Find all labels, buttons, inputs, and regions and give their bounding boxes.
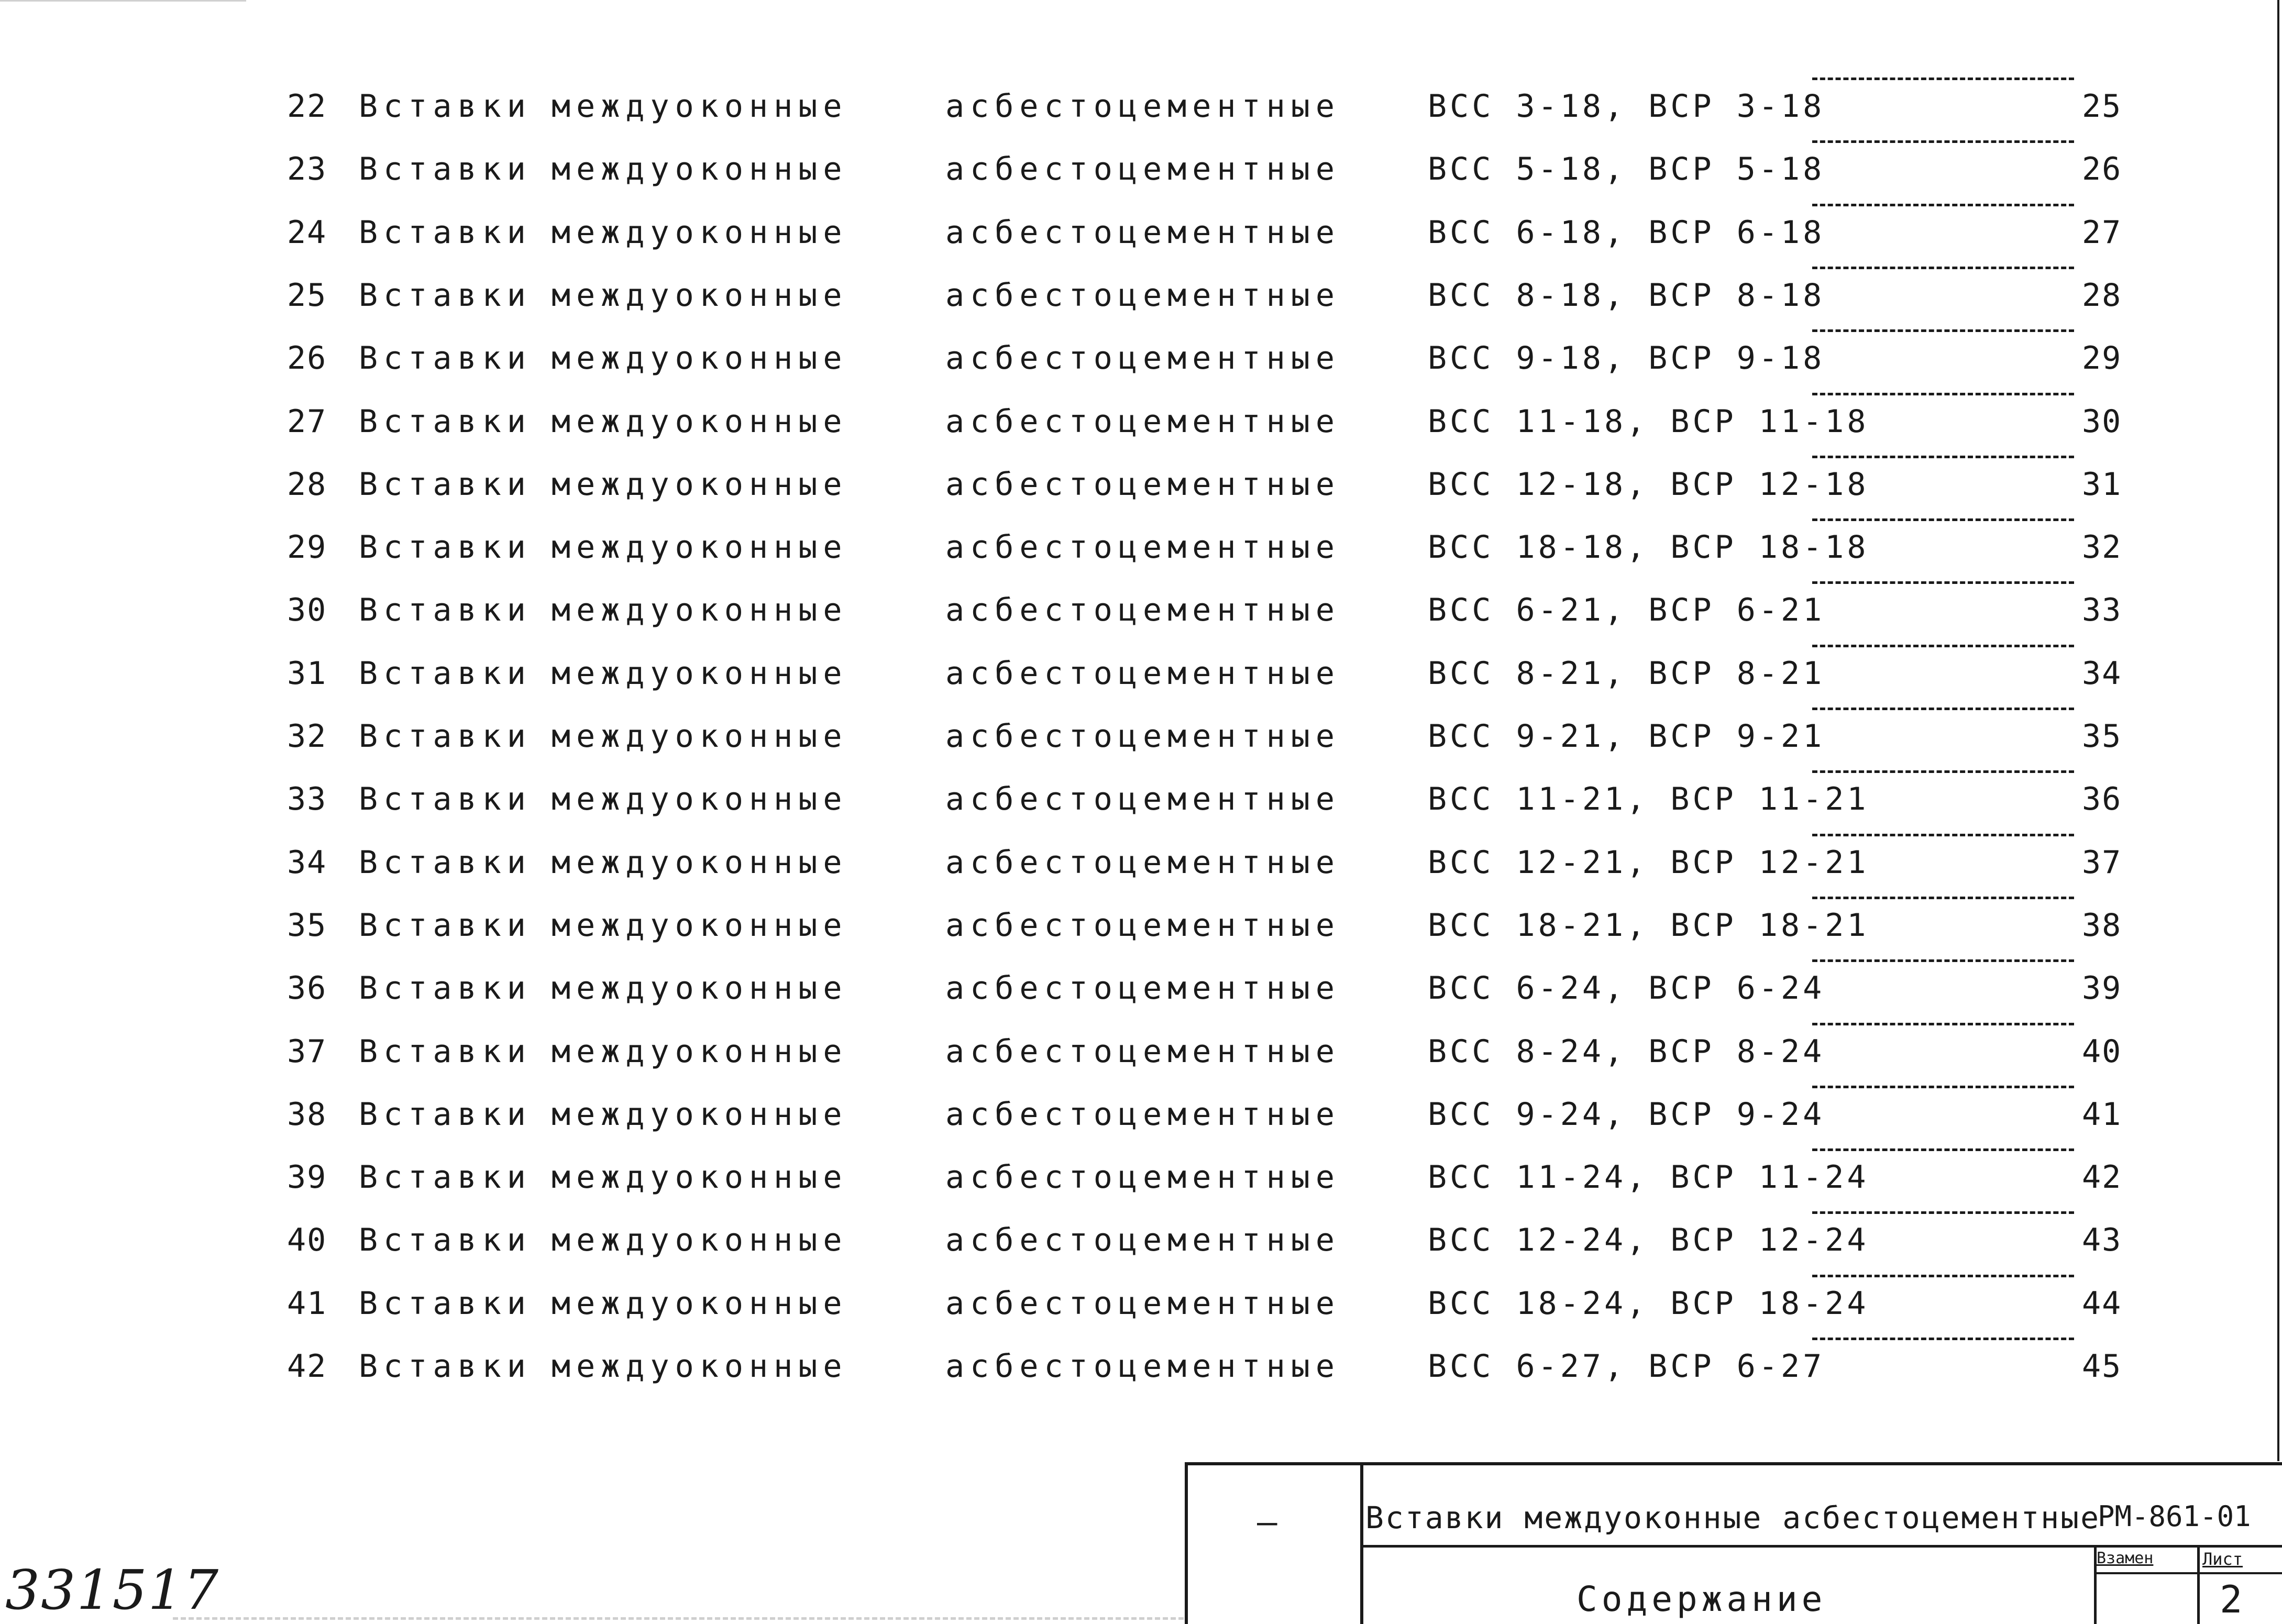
toc-row-word-vstavki: Вставки [359,970,532,1007]
toc-row-number: 22 [287,88,327,125]
toc-row [0,770,2282,828]
toc-row-word-asbestocementnye: асбестоцементные [945,466,1340,503]
toc-row-page: 44 [2082,1285,2122,1322]
toc-row-page: 39 [2082,970,2122,1007]
toc-row-code: ВСС 18-21, ВСР 18-21 [1428,907,1869,944]
toc-row-word-mezhduokonnye: междуоконные [552,151,848,187]
toc-row-page: 26 [2082,151,2122,187]
toc-row-word-asbestocementnye: асбестоцементные [945,844,1340,881]
toc-row [0,518,2282,576]
toc-row-code: ВСС 12-21, ВСР 12-21 [1428,844,1869,881]
toc-row-leader [1812,204,2074,206]
toc-row-word-vstavki: Вставки [359,1222,532,1258]
toc-row-code: ВСС 5-18, ВСР 5-18 [1428,151,1825,187]
toc-row-page: 31 [2082,466,2122,503]
toc-row-word-asbestocementnye: асбестоцементные [945,529,1340,566]
toc-row-leader [1812,645,2074,647]
toc-row-code: ВСС 6-18, ВСР 6-18 [1428,214,1825,251]
toc-row-page: 42 [2082,1159,2122,1196]
toc-row-code: ВСС 6-21, ВСР 6-21 [1428,592,1825,628]
toc-row-leader [1812,518,2074,521]
toc-row-leader [1812,1275,2074,1277]
bottom-dashed-line [173,1617,1184,1620]
toc-row-word-vstavki: Вставки [359,529,532,566]
toc-row-number: 27 [287,403,327,440]
toc-row-word-asbestocementnye: асбестоцементные [945,970,1340,1007]
toc-row [0,1086,2282,1143]
title-block-subtitle: Содержание [1577,1579,1827,1619]
toc-row-leader [1812,1086,2074,1088]
toc-row-word-vstavki: Вставки [359,1033,532,1070]
toc-row-word-vstavki: Вставки [359,844,532,881]
toc-row [0,1023,2282,1080]
sheet-number: 2 [2220,1577,2243,1621]
toc-row-word-mezhduokonnye: междуоконные [552,1285,848,1322]
toc-row-word-asbestocementnye: асбестоцементные [945,214,1340,251]
toc-row-word-asbestocementnye: асбестоцементные [945,1096,1340,1133]
toc-row-number: 26 [287,340,327,377]
toc-row-word-vstavki: Вставки [359,340,532,377]
toc-row-leader [1812,1211,2074,1214]
toc-row-code: ВСС 8-18, ВСР 8-18 [1428,277,1825,314]
toc-row-word-asbestocementnye: асбестоцементные [945,1222,1340,1258]
toc-row-page: 28 [2082,277,2122,314]
toc-row-page: 32 [2082,529,2122,566]
toc-row [0,267,2282,324]
toc-row [0,393,2282,450]
toc-row-word-vstavki: Вставки [359,655,532,692]
toc-row-word-vstavki: Вставки [359,1285,532,1322]
title-block-divider-list [2197,1545,2200,1624]
toc-row-leader [1812,1148,2074,1151]
toc-row-word-vstavki: Вставки [359,718,532,755]
toc-row [0,897,2282,954]
toc-row-word-vstavki: Вставки [359,907,532,944]
toc-row-leader [1812,329,2074,332]
toc-row-leader [1812,897,2074,899]
toc-row-word-mezhduokonnye: междуоконные [552,340,848,377]
toc-row-leader [1812,456,2074,458]
toc-row-word-mezhduokonnye: междуоконные [552,1096,848,1133]
toc-row-number: 31 [287,655,327,692]
title-block-hline-mid [1360,1545,2282,1548]
toc-row-number: 35 [287,907,327,944]
toc-row-code: ВСС 8-24, ВСР 8-24 [1428,1033,1825,1070]
toc-row [0,1211,2282,1269]
toc-row-code: ВСС 12-24, ВСР 12-24 [1428,1222,1869,1258]
toc-row-code: ВСС 11-24, ВСР 11-24 [1428,1159,1869,1196]
toc-row [0,456,2282,513]
toc-row-word-mezhduokonnye: междуоконные [552,529,848,566]
toc-row [0,1148,2282,1206]
toc-row-code: ВСС 9-24, ВСР 9-24 [1428,1096,1825,1133]
toc-row-word-mezhduokonnye: междуоконные [552,1159,848,1196]
toc-row-word-mezhduokonnye: междуоконные [552,88,848,125]
toc-row-code: ВСС 6-24, ВСР 6-24 [1428,970,1825,1007]
toc-row-leader [1812,267,2074,269]
toc-row-number: 32 [287,718,327,755]
toc-row-word-mezhduokonnye: междуоконные [552,1348,848,1385]
toc-row [0,329,2282,387]
toc-row [0,708,2282,765]
title-block-title: Вставки междуоконные асбестоцементные [1365,1500,2101,1535]
toc-row-word-vstavki: Вставки [359,214,532,251]
toc-row-page: 30 [2082,403,2122,440]
toc-row-word-mezhduokonnye: междуоконные [552,277,848,314]
toc-row-code: ВСС 9-18, ВСР 9-18 [1428,340,1825,377]
toc-row [0,581,2282,639]
toc-row-page: 25 [2082,88,2122,125]
toc-row-leader [1812,1023,2074,1025]
toc-row-word-mezhduokonnye: междуоконные [552,1033,848,1070]
toc-row-page: 36 [2082,781,2122,817]
vzamen-header: Взамен [2097,1549,2154,1567]
toc-row-word-asbestocementnye: асбестоцементные [945,151,1340,187]
toc-row-word-asbestocementnye: асбестоцементные [945,277,1340,314]
toc-row-word-mezhduokonnye: междуоконные [552,592,848,628]
toc-row-word-asbestocementnye: асбестоцементные [945,340,1340,377]
toc-row [0,834,2282,891]
toc-row-number: 39 [287,1159,327,1196]
toc-row-page: 45 [2082,1348,2122,1385]
toc-row-word-mezhduokonnye: междуоконные [552,970,848,1007]
toc-row-word-vstavki: Вставки [359,151,532,187]
toc-row-code: ВСС 11-18, ВСР 11-18 [1428,403,1869,440]
toc-row-leader [1812,140,2074,143]
toc-row-leader [1812,78,2074,80]
toc-row-leader [1812,1338,2074,1340]
toc-row-code: ВСС 18-24, ВСР 18-24 [1428,1285,1869,1322]
toc-row-leader [1812,959,2074,962]
toc-row-word-mezhduokonnye: междуоконные [552,718,848,755]
toc-row-code: ВСС 9-21, ВСР 9-21 [1428,718,1825,755]
toc-row-code: ВСС 3-18, ВСР 3-18 [1428,88,1825,125]
toc-row-word-vstavki: Вставки [359,1159,532,1196]
toc-row-leader [1812,770,2074,773]
toc-row-word-asbestocementnye: асбестоцементные [945,655,1340,692]
toc-row-page: 43 [2082,1222,2122,1258]
toc-row-number: 23 [287,151,327,187]
toc-row-number: 40 [287,1222,327,1258]
toc-row [0,78,2282,135]
toc-row-word-mezhduokonnye: междуоконные [552,466,848,503]
toc-row-number: 36 [287,970,327,1007]
toc-row-number: 33 [287,781,327,817]
toc-row-page: 27 [2082,214,2122,251]
toc-row-word-mezhduokonnye: междуоконные [552,844,848,881]
toc-row-word-asbestocementnye: асбестоцементные [945,1159,1340,1196]
toc-row-word-asbestocementnye: асбестоцементные [945,781,1340,817]
toc-row [0,1275,2282,1332]
toc-row-word-mezhduokonnye: междуоконные [552,907,848,944]
toc-row-word-asbestocementnye: асбестоцементные [945,403,1340,440]
toc-row-word-vstavki: Вставки [359,277,532,314]
toc-row-word-asbestocementnye: асбестоцементные [945,718,1340,755]
title-block-hline-header [2094,1572,2282,1574]
toc-row [0,645,2282,702]
title-block-dash: — [1257,1503,1277,1542]
handwritten-archive-number: 331517 [5,1558,220,1622]
list-header: Лист [2202,1549,2243,1569]
toc-row-word-mezhduokonnye: междуоконные [552,403,848,440]
toc-row-word-asbestocementnye: асбестоцементные [945,1033,1340,1070]
toc-row-number: 29 [287,529,327,566]
toc-row-code: ВСС 12-18, ВСР 12-18 [1428,466,1869,503]
toc-row-leader [1812,708,2074,710]
toc-row-number: 34 [287,844,327,881]
toc-row-code: ВСС 11-21, ВСР 11-21 [1428,781,1869,817]
toc-row-number: 42 [287,1348,327,1385]
toc-row-number: 28 [287,466,327,503]
toc-row-word-mezhduokonnye: междуоконные [552,781,848,817]
toc-row-number: 41 [287,1285,327,1322]
toc-row-code: ВСС 18-18, ВСР 18-18 [1428,529,1869,566]
toc-row-leader [1812,393,2074,395]
toc-row [0,1338,2282,1395]
toc-row-page: 29 [2082,340,2122,377]
toc-row-word-vstavki: Вставки [359,781,532,817]
toc-row-word-asbestocementnye: асбестоцементные [945,1285,1340,1322]
toc-row-word-mezhduokonnye: междуоконные [552,214,848,251]
toc-row-page: 37 [2082,844,2122,881]
title-block-divider-left [1360,1462,1363,1624]
toc-row-word-asbestocementnye: асбестоцементные [945,592,1340,628]
toc-row-word-vstavki: Вставки [359,466,532,503]
toc-row-leader [1812,834,2074,836]
toc-row [0,204,2282,261]
toc-row-number: 38 [287,1096,327,1133]
toc-row-word-vstavki: Вставки [359,88,532,125]
toc-row-number: 24 [287,214,327,251]
toc-row-number: 25 [287,277,327,314]
toc-row-word-vstavki: Вставки [359,592,532,628]
toc-row-word-mezhduokonnye: междуоконные [552,655,848,692]
document-code: РМ-861-01 [2098,1500,2251,1533]
toc-row-word-vstavki: Вставки [359,403,532,440]
toc-row-page: 33 [2082,592,2122,628]
toc-row-word-asbestocementnye: асбестоцементные [945,907,1340,944]
toc-row-number: 37 [287,1033,327,1070]
toc-row-word-vstavki: Вставки [359,1348,532,1385]
toc-row-page: 41 [2082,1096,2122,1133]
toc-row-page: 35 [2082,718,2122,755]
toc-row-page: 34 [2082,655,2122,692]
toc-row-word-mezhduokonnye: междуоконные [552,1222,848,1258]
toc-row-page: 40 [2082,1033,2122,1070]
toc-row-leader [1812,581,2074,584]
toc-row-word-vstavki: Вставки [359,1096,532,1133]
toc-row-word-asbestocementnye: асбестоцементные [945,88,1340,125]
toc-row [0,140,2282,198]
toc-row [0,959,2282,1017]
toc-row-code: ВСС 8-21, ВСР 8-21 [1428,655,1825,692]
toc-row-word-asbestocementnye: асбестоцементные [945,1348,1340,1385]
toc-row-page: 38 [2082,907,2122,944]
toc-row-number: 30 [287,592,327,628]
toc-row-code: ВСС 6-27, ВСР 6-27 [1428,1348,1825,1385]
